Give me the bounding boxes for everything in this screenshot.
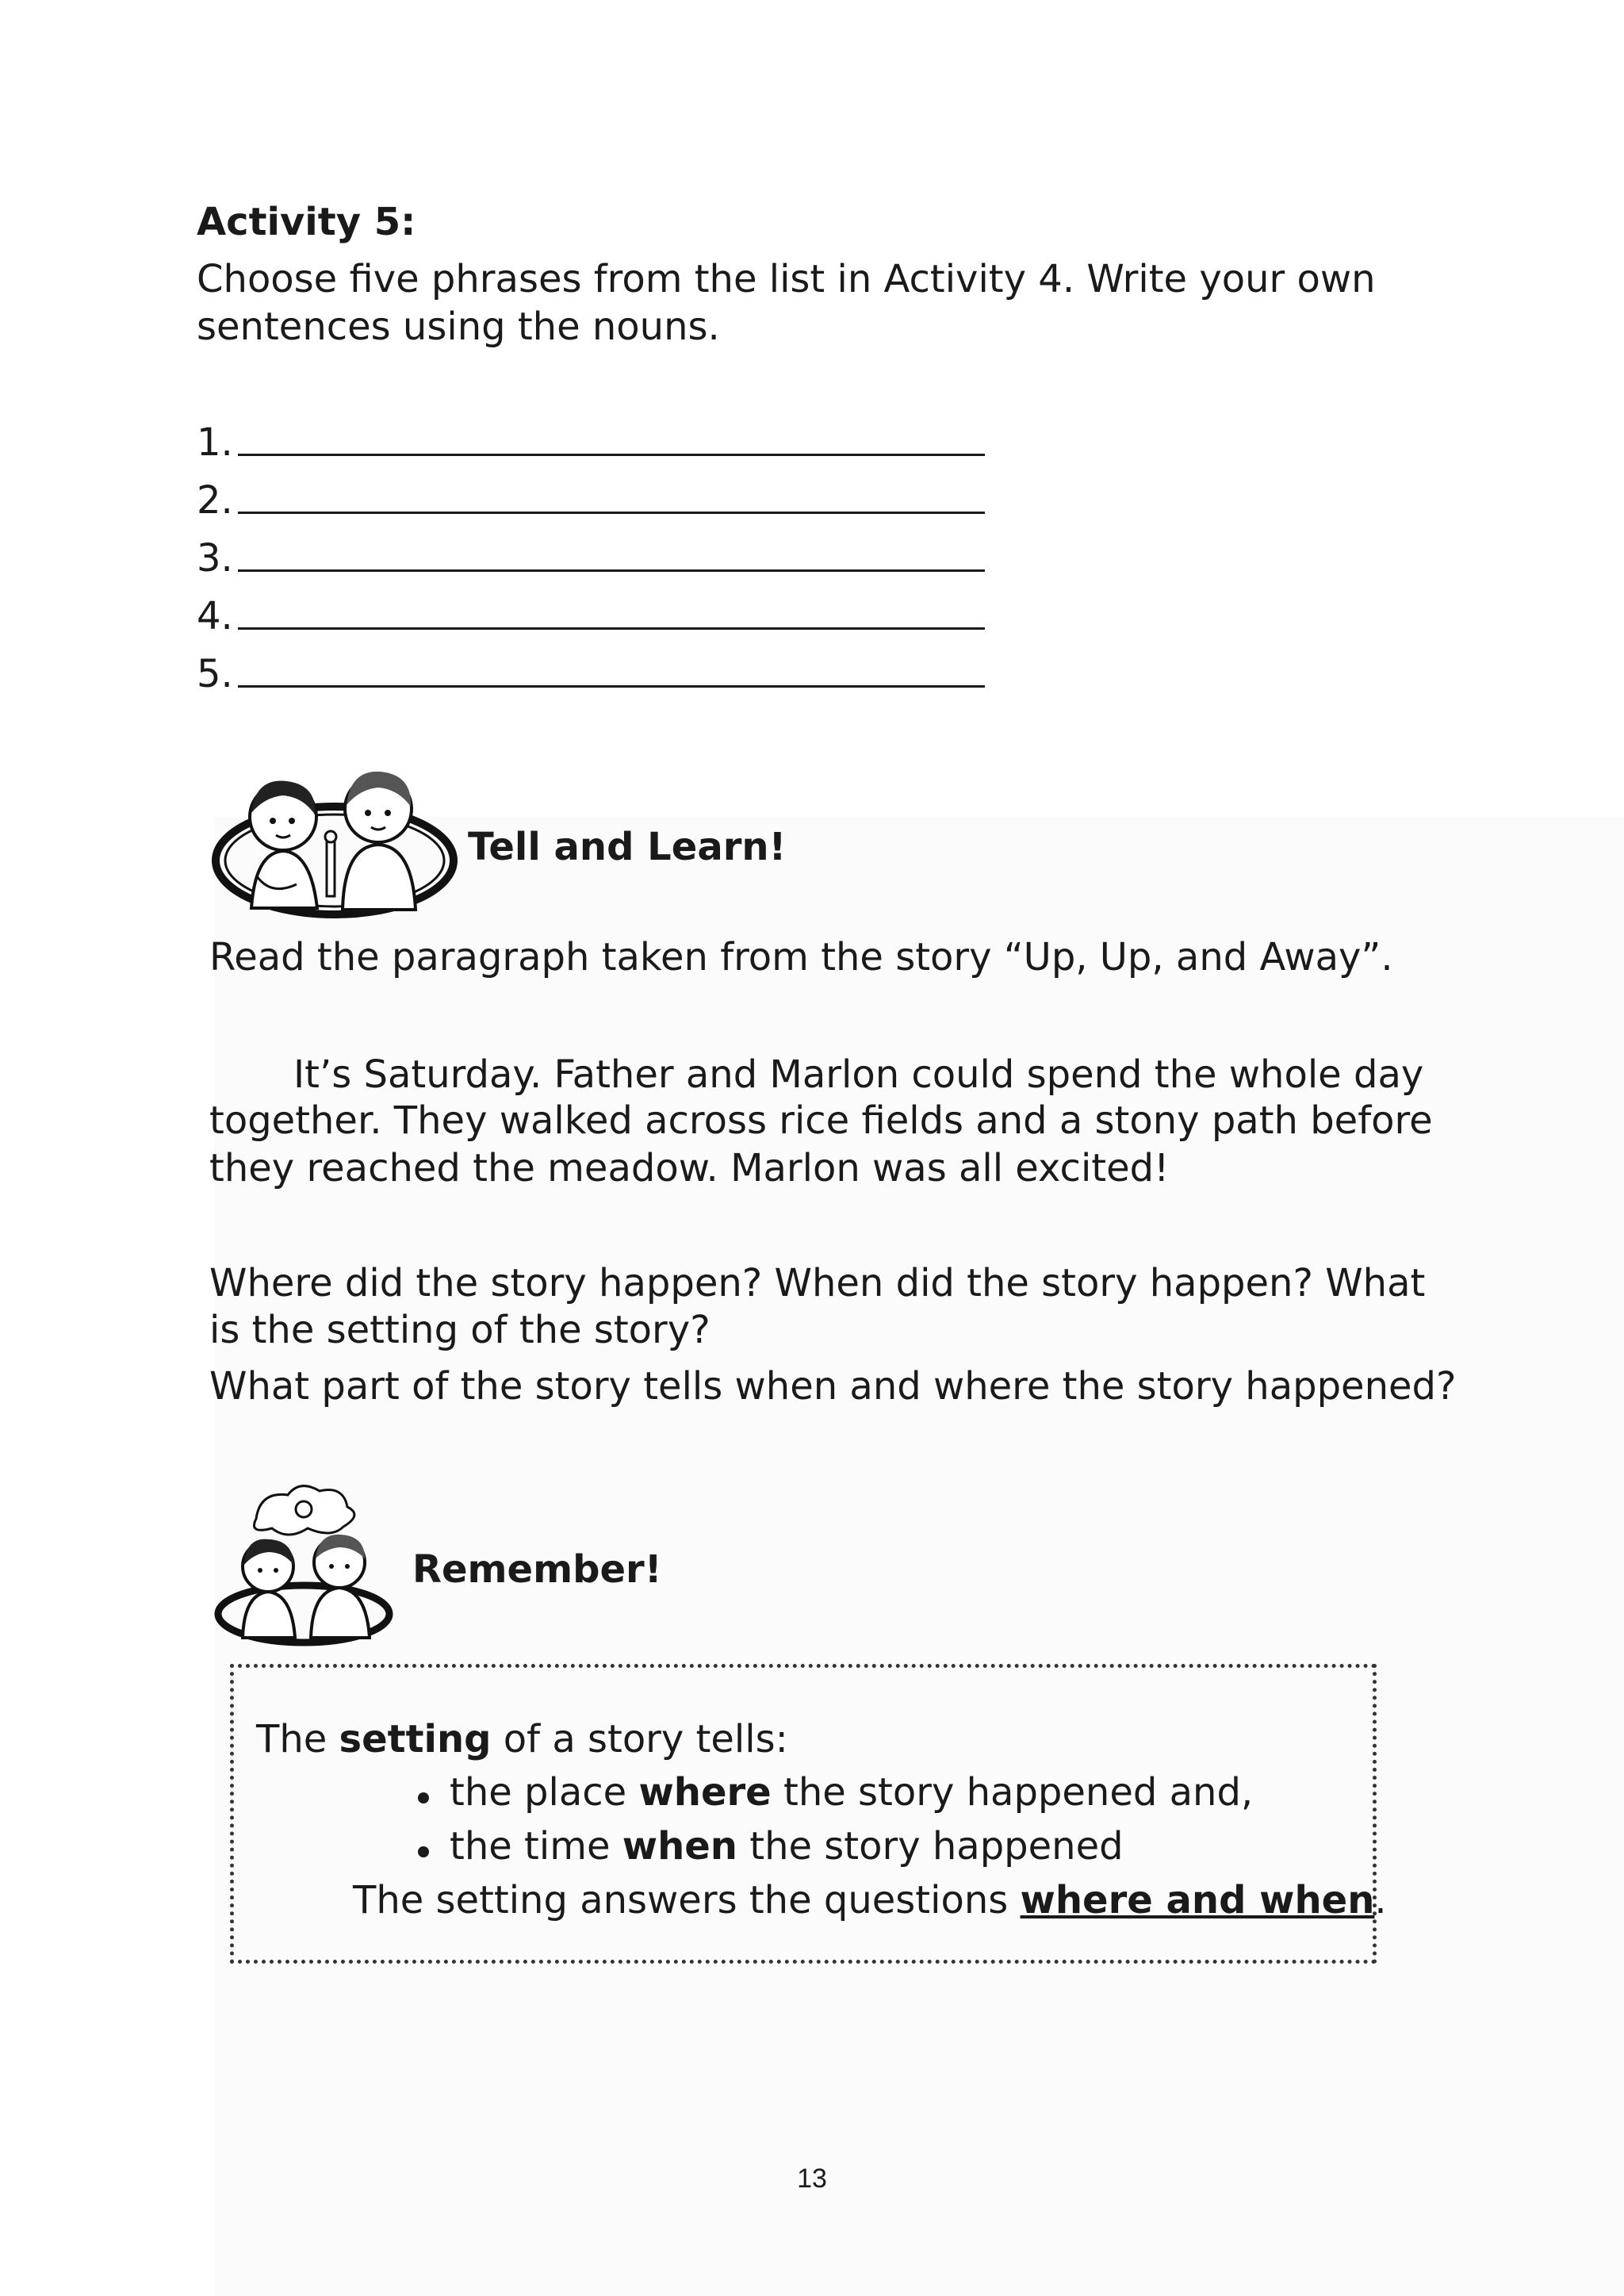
answer-line-1[interactable] <box>197 419 985 466</box>
answer-blank[interactable] <box>238 650 985 688</box>
setting-bullet-place: the place where the story happened and, <box>450 1770 1254 1815</box>
activity-instruction-line2: sentences using the nouns. <box>197 305 720 349</box>
answer-number: 4. <box>197 594 233 638</box>
setting-summary-line: The setting answers the questions where and when. <box>353 1878 1387 1922</box>
page-number: 13 <box>797 2164 827 2194</box>
question-line2: is the setting of the story? <box>209 1308 710 1352</box>
answer-blank[interactable] <box>238 477 985 514</box>
answer-line-2[interactable] <box>197 477 985 524</box>
answer-number: 3. <box>197 536 233 581</box>
setting-bullet-time: the time when the story happened <box>450 1824 1124 1869</box>
answer-line-5[interactable] <box>197 650 985 698</box>
answer-number: 1. <box>197 420 233 465</box>
answer-blank[interactable] <box>238 535 985 572</box>
answer-blank[interactable] <box>238 592 985 630</box>
tell-and-learn-heading: Tell and Learn! <box>468 825 787 869</box>
story-paragraph-line2: together. They walked across rice fields and a stony path before <box>209 1098 1433 1143</box>
setting-definition-line: The setting of a story tells: <box>256 1717 788 1761</box>
activity-instruction-line1: Choose five phrases from the list in Activity 4. Write your own <box>197 257 1376 301</box>
tell-and-learn-intro: Read the paragraph taken from the story “Up, Up, and Away”. <box>209 935 1393 979</box>
question-line3: What part of the story tells when and where the story happened? <box>209 1364 1457 1409</box>
answer-line-4[interactable] <box>197 592 985 640</box>
answer-number: 5. <box>197 652 233 696</box>
answer-line-3[interactable] <box>197 535 985 582</box>
question-line1: Where did the story happen? When did the story happen? What <box>209 1261 1426 1305</box>
children-thinking-illustration-icon <box>213 1479 395 1650</box>
bullet-icon <box>418 1846 429 1857</box>
bullet-icon <box>418 1792 429 1803</box>
answer-blank[interactable] <box>238 419 985 456</box>
two-children-illustration-icon <box>208 757 462 924</box>
remember-box <box>230 1664 1387 1964</box>
activity-title: Activity 5: <box>197 200 416 244</box>
answer-number: 2. <box>197 478 233 523</box>
remember-heading: Remember! <box>412 1547 662 1592</box>
story-paragraph-line1: It’s Saturday. Father and Marlon could spend the whole day <box>293 1052 1424 1097</box>
story-paragraph-line3: they reached the meadow. Marlon was all excited! <box>209 1146 1170 1190</box>
